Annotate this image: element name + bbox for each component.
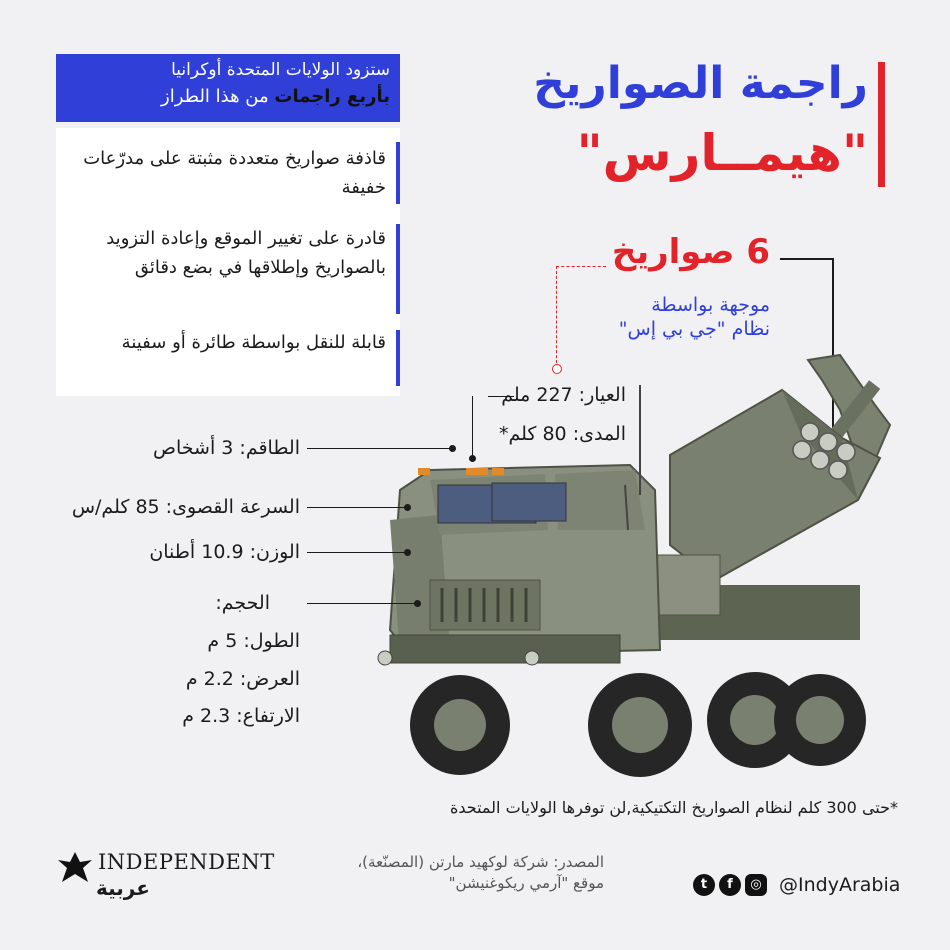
guidance-line-2: نظام "جي بي إس" bbox=[618, 318, 770, 340]
spec-leader bbox=[307, 552, 407, 553]
spec-crew: الطاقم: 3 أشخاص bbox=[153, 437, 300, 459]
spec-size-heading: الحجم: bbox=[215, 592, 270, 614]
twitter-icon[interactable]: t bbox=[693, 874, 715, 896]
spec-caliber: العيار: 227 ملم bbox=[501, 384, 626, 406]
promise-highlight: بأربع راجمات bbox=[274, 86, 390, 107]
facebook-icon[interactable]: f bbox=[719, 874, 741, 896]
feature-accent-bar bbox=[396, 224, 400, 314]
social-handle[interactable]: @IndyArabia bbox=[779, 874, 901, 896]
feature-item: قادرة على تغيير الموقع وإعادة التزويد بالصواريخ وإطلاقها في بضع دقائق bbox=[106, 228, 386, 278]
spec-leader-dot bbox=[449, 445, 456, 452]
source-line-2: موقع "آرمي ريكوغنيشن" bbox=[448, 874, 604, 892]
guidance-line-1: موجهة بواسطة bbox=[651, 294, 770, 316]
spec-leader-dot bbox=[404, 549, 411, 556]
spec-height: الارتفاع: 2.3 م bbox=[182, 705, 300, 727]
spec-leader bbox=[307, 507, 407, 508]
spec-leader bbox=[488, 396, 514, 397]
feature-accent-bar bbox=[396, 142, 400, 204]
logo-sub: عربية bbox=[96, 876, 150, 900]
promise-line-1: ستزود الولايات المتحدة أوكرانيا bbox=[171, 60, 390, 80]
source-line-1: المصدر: شركة لوكهيد مارتن (المصنّعة)، bbox=[357, 853, 604, 871]
promise-rest: من هذا الطراز bbox=[161, 86, 275, 107]
himars-vehicle-illustration bbox=[370, 350, 910, 790]
dashed-leader bbox=[556, 266, 606, 267]
title-accent-bar bbox=[878, 62, 885, 187]
spec-leader bbox=[472, 396, 473, 456]
features-panel bbox=[56, 128, 400, 396]
page-title-name: "هيمــارس" bbox=[576, 124, 868, 182]
footnote: *حتى 300 كلم لنظام الصواريخ التكتيكية,لن توفرها الولايات المتحدة bbox=[449, 798, 898, 817]
spec-leader bbox=[307, 603, 417, 604]
missiles-leader-line bbox=[780, 258, 834, 260]
spec-length: الطول: 5 م bbox=[207, 630, 300, 652]
promise-banner bbox=[56, 54, 400, 122]
spec-leader bbox=[307, 448, 452, 449]
eagle-logo-icon bbox=[56, 848, 94, 886]
armored-cab bbox=[378, 465, 660, 665]
instagram-icon[interactable]: ◎ bbox=[745, 874, 767, 896]
wheels bbox=[410, 672, 866, 777]
page-title: راجمة الصواريخ bbox=[533, 58, 868, 109]
front-bumper bbox=[390, 635, 620, 663]
spec-max-speed: السرعة القصوى: 85 كلم/س bbox=[71, 496, 300, 518]
spec-weight: الوزن: 10.9 أطنان bbox=[149, 541, 300, 563]
spec-leader-dot bbox=[404, 504, 411, 511]
feature-item: قابلة للنقل بواسطة طائرة أو سفينة bbox=[121, 332, 386, 353]
windshield-right bbox=[492, 483, 566, 521]
spec-width: العرض: 2.2 م bbox=[185, 668, 300, 690]
spec-leader-dot bbox=[469, 455, 476, 462]
spec-range: المدى: 80 كلم* bbox=[498, 423, 626, 445]
logo-wordmark: INDEPENDENT bbox=[98, 850, 275, 874]
promise-line-2 bbox=[161, 86, 390, 107]
feature-item: قاذفة صواريخ متعددة مثبتة على مدرّعات خفيفة bbox=[83, 148, 386, 198]
missiles-count: 6 صواريخ bbox=[611, 232, 770, 272]
spec-leader-dot bbox=[414, 600, 421, 607]
